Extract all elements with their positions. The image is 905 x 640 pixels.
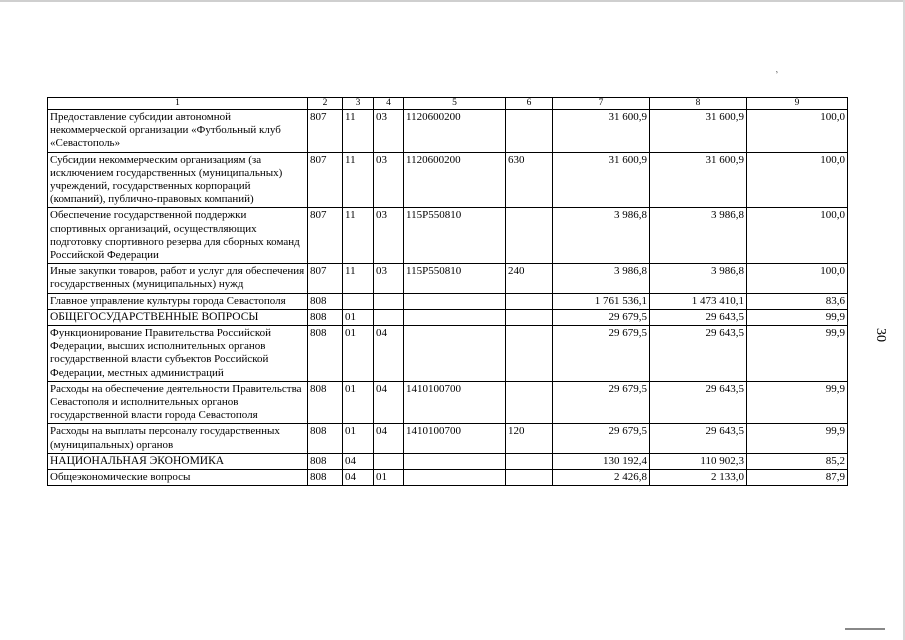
- row-actual-amount-cell: 29 643,5: [650, 309, 747, 325]
- row-name-cell: Обеспечение государственной поддержки спортивных организаций, осуществляющих подготовку спортивного резерва для сборных команд Российской Федерации: [48, 208, 308, 264]
- row-subsection-code-cell: 03: [374, 264, 404, 293]
- row-target-article-cell: 1120600200: [404, 110, 506, 153]
- row-actual-amount-cell: 3 986,8: [650, 264, 747, 293]
- row-target-article-cell: [404, 470, 506, 486]
- budget-execution-table: [47, 97, 848, 486]
- row-plan-amount-cell: 2 426,8: [553, 470, 650, 486]
- row-plan-amount-cell: 31 600,9: [553, 110, 650, 153]
- table-row: [48, 152, 848, 208]
- header-col-5: 5: [404, 98, 506, 110]
- table-row: [48, 309, 848, 325]
- row-expense-type-cell: [506, 453, 553, 469]
- row-section-code-cell: 04: [343, 470, 374, 486]
- row-expense-type-cell: [506, 110, 553, 153]
- table-body: [48, 110, 848, 486]
- header-col-7: 7: [553, 98, 650, 110]
- row-section-code-cell: 11: [343, 264, 374, 293]
- header-col-8: 8: [650, 98, 747, 110]
- row-percent-cell: 85,2: [747, 453, 848, 469]
- row-ved-code-cell: 808: [308, 424, 343, 453]
- row-section-code-cell: 11: [343, 110, 374, 153]
- table-row: [48, 293, 848, 309]
- row-target-article-cell: 1410100700: [404, 424, 506, 453]
- row-expense-type-cell: [506, 381, 553, 424]
- row-actual-amount-cell: 29 643,5: [650, 381, 747, 424]
- row-name-cell: ОБЩЕГОСУДАРСТВЕННЫЕ ВОПРОСЫ: [48, 309, 308, 325]
- row-plan-amount-cell: 29 679,5: [553, 326, 650, 382]
- page-number: 30: [873, 328, 888, 342]
- row-percent-cell: 100,0: [747, 152, 848, 208]
- row-plan-amount-cell: 1 761 536,1: [553, 293, 650, 309]
- row-ved-code-cell: 808: [308, 381, 343, 424]
- row-section-code-cell: 11: [343, 208, 374, 264]
- row-actual-amount-cell: 1 473 410,1: [650, 293, 747, 309]
- row-plan-amount-cell: 29 679,5: [553, 309, 650, 325]
- row-plan-amount-cell: 29 679,5: [553, 381, 650, 424]
- row-ved-code-cell: 807: [308, 152, 343, 208]
- row-actual-amount-cell: 31 600,9: [650, 152, 747, 208]
- header-col-3: 3: [343, 98, 374, 110]
- row-name-cell: Расходы на выплаты персоналу государственных (муниципальных) органов: [48, 424, 308, 453]
- row-percent-cell: 100,0: [747, 110, 848, 153]
- row-target-article-cell: [404, 309, 506, 325]
- header-col-9: 9: [747, 98, 848, 110]
- row-target-article-cell: [404, 293, 506, 309]
- row-name-cell: НАЦИОНАЛЬНАЯ ЭКОНОМИКА: [48, 453, 308, 469]
- row-subsection-code-cell: [374, 293, 404, 309]
- row-percent-cell: 100,0: [747, 208, 848, 264]
- row-section-code-cell: 04: [343, 453, 374, 469]
- row-plan-amount-cell: 3 986,8: [553, 264, 650, 293]
- row-section-code-cell: 01: [343, 326, 374, 382]
- row-name-cell: Субсидии некоммерческим организациям (за исключением государственных (муниципальных) учреждений, государственных корпораций (компаний), публично-правовых компаний): [48, 152, 308, 208]
- row-target-article-cell: [404, 326, 506, 382]
- row-target-article-cell: 115P550810: [404, 264, 506, 293]
- row-actual-amount-cell: 29 643,5: [650, 424, 747, 453]
- row-percent-cell: 99,9: [747, 309, 848, 325]
- row-expense-type-cell: 240: [506, 264, 553, 293]
- row-subsection-code-cell: 03: [374, 208, 404, 264]
- row-percent-cell: 99,9: [747, 424, 848, 453]
- row-ved-code-cell: 808: [308, 326, 343, 382]
- row-subsection-code-cell: [374, 453, 404, 469]
- row-name-cell: Функционирование Правительства Российской Федерации, высших исполнительных органов государственной власти субъектов Российской Федерации, местных администраций: [48, 326, 308, 382]
- row-name-cell: Общеэкономические вопросы: [48, 470, 308, 486]
- row-ved-code-cell: 808: [308, 453, 343, 469]
- row-ved-code-cell: 807: [308, 208, 343, 264]
- table-row: [48, 381, 848, 424]
- table-header-row: [48, 98, 848, 110]
- stray-pen-mark: ’: [774, 68, 781, 80]
- row-percent-cell: 87,9: [747, 470, 848, 486]
- row-ved-code-cell: 807: [308, 110, 343, 153]
- row-percent-cell: 100,0: [747, 264, 848, 293]
- row-subsection-code-cell: [374, 309, 404, 325]
- scan-corner-mark: [845, 628, 885, 630]
- row-plan-amount-cell: 130 192,4: [553, 453, 650, 469]
- row-actual-amount-cell: 110 902,3: [650, 453, 747, 469]
- row-actual-amount-cell: 31 600,9: [650, 110, 747, 153]
- row-ved-code-cell: 808: [308, 470, 343, 486]
- table-row: [48, 264, 848, 293]
- row-actual-amount-cell: 29 643,5: [650, 326, 747, 382]
- row-expense-type-cell: [506, 208, 553, 264]
- row-expense-type-cell: [506, 309, 553, 325]
- row-subsection-code-cell: 01: [374, 470, 404, 486]
- row-percent-cell: 83,6: [747, 293, 848, 309]
- row-subsection-code-cell: 04: [374, 326, 404, 382]
- row-section-code-cell: 11: [343, 152, 374, 208]
- header-col-1: 1: [48, 98, 308, 110]
- row-section-code-cell: 01: [343, 424, 374, 453]
- table-row: [48, 470, 848, 486]
- row-actual-amount-cell: 3 986,8: [650, 208, 747, 264]
- row-subsection-code-cell: 04: [374, 381, 404, 424]
- row-expense-type-cell: 630: [506, 152, 553, 208]
- row-subsection-code-cell: 03: [374, 110, 404, 153]
- row-target-article-cell: 1410100700: [404, 381, 506, 424]
- row-ved-code-cell: 807: [308, 264, 343, 293]
- row-percent-cell: 99,9: [747, 326, 848, 382]
- row-target-article-cell: [404, 453, 506, 469]
- row-expense-type-cell: 120: [506, 424, 553, 453]
- row-plan-amount-cell: 31 600,9: [553, 152, 650, 208]
- row-target-article-cell: 1120600200: [404, 152, 506, 208]
- row-expense-type-cell: [506, 293, 553, 309]
- table-row: [48, 208, 848, 264]
- row-expense-type-cell: [506, 326, 553, 382]
- row-subsection-code-cell: 04: [374, 424, 404, 453]
- scan-edge-top: [0, 0, 905, 2]
- row-actual-amount-cell: 2 133,0: [650, 470, 747, 486]
- row-name-cell: Предоставление субсидии автономной некоммерческой организации «Футбольный клуб «Севастополь»: [48, 110, 308, 153]
- row-name-cell: Иные закупки товаров, работ и услуг для обеспечения государственных (муниципальных) нужд: [48, 264, 308, 293]
- row-section-code-cell: 01: [343, 309, 374, 325]
- table-row: [48, 326, 848, 382]
- row-plan-amount-cell: 29 679,5: [553, 424, 650, 453]
- table-row: [48, 453, 848, 469]
- row-ved-code-cell: 808: [308, 293, 343, 309]
- row-subsection-code-cell: 03: [374, 152, 404, 208]
- header-col-2: 2: [308, 98, 343, 110]
- table-row: [48, 110, 848, 153]
- row-expense-type-cell: [506, 470, 553, 486]
- row-target-article-cell: 115P550810: [404, 208, 506, 264]
- row-name-cell: Главное управление культуры города Севастополя: [48, 293, 308, 309]
- header-col-6: 6: [506, 98, 553, 110]
- row-percent-cell: 99,9: [747, 381, 848, 424]
- header-col-4: 4: [374, 98, 404, 110]
- row-plan-amount-cell: 3 986,8: [553, 208, 650, 264]
- row-section-code-cell: [343, 293, 374, 309]
- table-row: [48, 424, 848, 453]
- row-section-code-cell: 01: [343, 381, 374, 424]
- row-ved-code-cell: 808: [308, 309, 343, 325]
- row-name-cell: Расходы на обеспечение деятельности Правительства Севастополя и исполнительных органов государственной власти города Севастополя: [48, 381, 308, 424]
